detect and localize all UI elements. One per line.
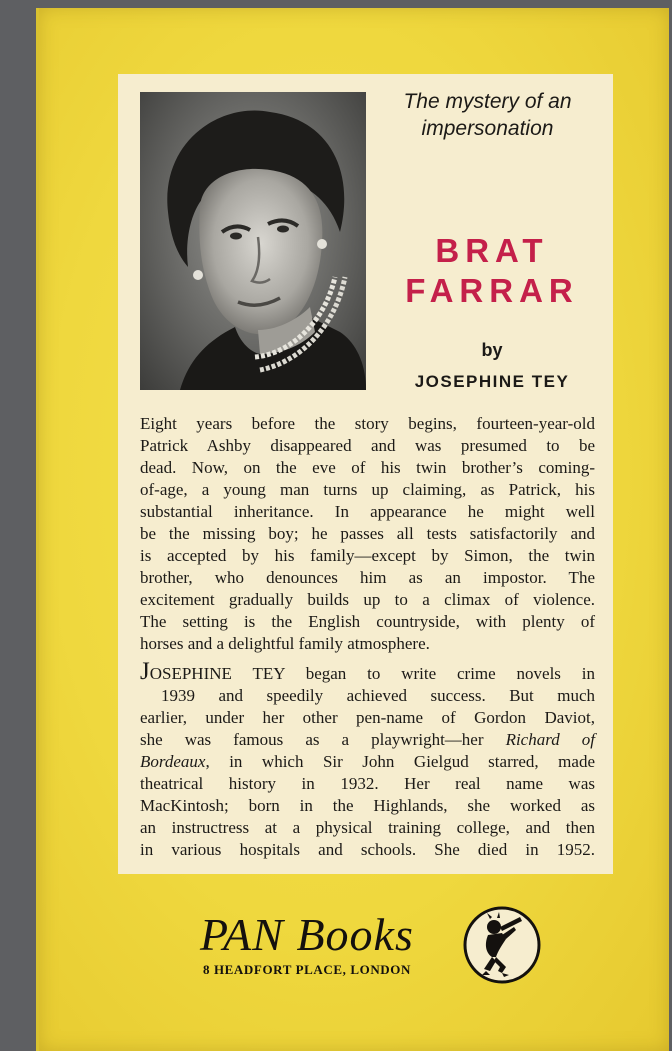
- book-title-line-1: BRAT: [435, 232, 549, 269]
- synopsis-line: Eight years before the story begins, fourteen-year-old: [140, 414, 595, 433]
- synopsis-paragraph: [140, 413, 595, 655]
- author-bio-paragraph: [140, 658, 595, 861]
- play-title-part-2: Bordeaux: [140, 752, 206, 771]
- bio-drop-cap: J: [140, 658, 150, 685]
- bio-line-5: [140, 751, 595, 773]
- bio-line-4: [140, 729, 595, 751]
- by-label: by: [481, 340, 503, 360]
- synopsis-line: Patrick Ashby disappeared and was presumed to be: [140, 436, 595, 455]
- synopsis-line: excitement gradually builds up to a climax of violence.: [140, 590, 595, 609]
- synopsis-line: be the missing boy; he passes all tests satisfactorily and: [140, 524, 595, 543]
- author-name: JOSEPHINE TEY: [414, 372, 570, 391]
- bio-line-7: MacKintosh; born in the Highlands, she worked as: [140, 796, 595, 815]
- bio-line-1: [140, 658, 595, 685]
- author-portrait: [140, 92, 366, 390]
- publisher-name: PAN Books: [200, 909, 414, 960]
- author-photo-icon: [140, 92, 366, 390]
- bio-line-3: earlier, under her other pen-name of Gordon Daviot,: [140, 708, 595, 727]
- bio-line-9: in various hospitals and schools. She died in 1952.: [140, 840, 595, 859]
- synopsis-line: The setting is the English countryside, with plenty of: [140, 612, 595, 631]
- synopsis-line: dead. Now, on the eve of his twin brother’s coming-: [140, 458, 595, 477]
- publisher-address: 8 HEADFORT PLACE, LONDON: [203, 962, 411, 977]
- synopsis-line: is accepted by his family—except by Simon, the twin: [140, 546, 595, 565]
- tagline-line-2: impersonation: [421, 117, 554, 140]
- synopsis-line: substantial inheritance. In appearance he might well: [140, 502, 595, 521]
- tagline: [375, 88, 600, 142]
- bio-line-5-text: , in which Sir John Gielgud starred, made: [205, 752, 595, 771]
- bio-line-8: an instructress at a physical training college, and then: [140, 818, 595, 837]
- synopsis-line: of-age, a young man turns up claiming, as Patrick, his: [140, 480, 595, 499]
- bio-line-4-text: she was famous as a playwright—her: [140, 730, 506, 749]
- bio-line-1-text: OSEPHINE TEY began to write crime novels in: [149, 664, 595, 683]
- bio-line-6: theatrical history in 1932. Her real name was: [140, 774, 595, 793]
- pan-piper-logo-icon: [462, 905, 542, 985]
- synopsis-line: brother, who denounces him as an impostor. The: [140, 568, 595, 587]
- bio-line-2: 1939 and speedily achieved success. But much: [161, 686, 595, 705]
- tagline-line-1: The mystery of an: [403, 90, 572, 113]
- book-title-line-2: FARRAR: [405, 272, 579, 309]
- play-title-part-1: Richard of: [505, 730, 595, 749]
- synopsis-line: horses and a delightful family atmosphere.: [140, 634, 430, 653]
